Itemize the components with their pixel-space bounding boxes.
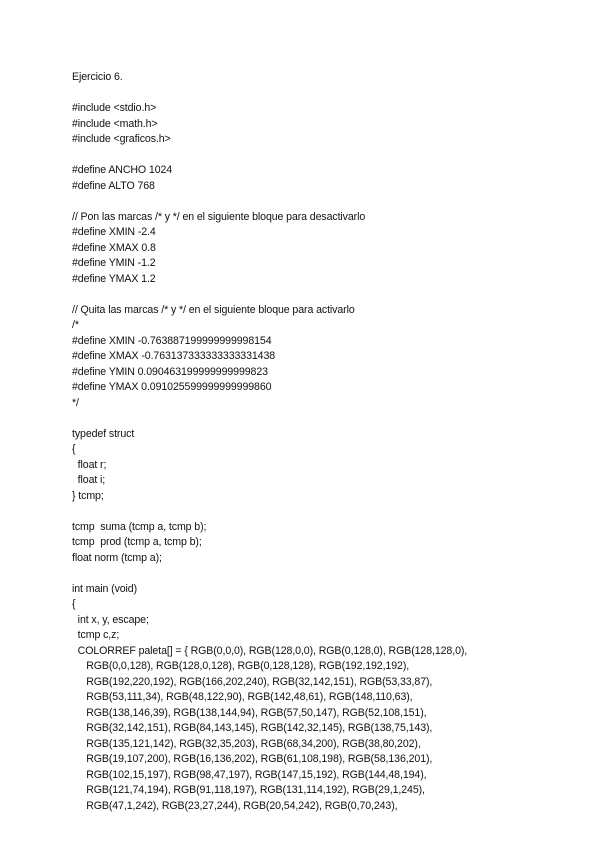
code-line: tcmp suma (tcmp a, tcmp b); — [72, 520, 207, 533]
code-line: RGB(138,146,39), RGB(138,144,94), RGB(57,50,147), RGB(52,108,151), — [72, 706, 427, 719]
code-line: */ — [72, 396, 79, 409]
code-line: float norm (tcmp a); — [72, 551, 162, 564]
code-line: RGB(0,0,128), RGB(128,0,128), RGB(0,128,128), RGB(192,192,192), — [72, 660, 410, 672]
code-line: RGB(47,1,242), RGB(23,27,244), RGB(20,54,242), RGB(0,70,243), — [72, 799, 398, 812]
code-line: RGB(192,220,192), RGB(166,202,240), RGB(32,142,151), RGB(53,33,87), — [72, 675, 433, 688]
blank-line — [72, 148, 592, 164]
code-line: #define XMIN -0.763887199999999998154 — [72, 334, 272, 347]
code-line: #define XMAX 0.8 — [72, 241, 156, 254]
code-line: RGB(135,121,142), RGB(32,35,203), RGB(68,34,200), RGB(38,80,202), — [72, 737, 421, 750]
code-line: #include <stdio.h> — [72, 102, 157, 114]
code-listing — [72, 70, 592, 814]
code-line: { — [72, 443, 76, 455]
code-line: float r; — [72, 458, 107, 471]
code-line: #define XMAX -0.763137333333333331438 — [72, 350, 276, 362]
code-line: } tcmp; — [72, 489, 104, 502]
code-line: Ejercicio 6. — [72, 71, 123, 83]
code-line: typedef struct — [72, 427, 135, 440]
code-line: /* — [72, 319, 79, 331]
code-line: // Quita las marcas /* y */ en el siguiente bloque para activarlo — [72, 303, 355, 316]
code-line: #include <graficos.h> — [72, 133, 171, 145]
blank-line — [72, 566, 592, 582]
code-line: // Pon las marcas /* y */ en el siguiente bloque para desactivarlo — [72, 210, 366, 223]
blank-line — [72, 411, 592, 427]
code-line: RGB(121,74,194), RGB(91,118,197), RGB(131,114,192), RGB(29,1,245), — [72, 784, 425, 796]
code-line: #define ANCHO 1024 — [72, 164, 173, 176]
code-line: int x, y, escape; — [72, 613, 149, 626]
code-line: #define XMIN -2.4 — [72, 226, 156, 238]
code-line: int main (void) — [72, 582, 138, 595]
code-line: RGB(102,15,197), RGB(98,47,197), RGB(147,15,192), RGB(144,48,194), — [72, 768, 427, 781]
code-line: tcmp prod (tcmp a, tcmp b); — [72, 536, 202, 548]
code-line: RGB(53,111,34), RGB(48,122,90), RGB(142,48,61), RGB(148,110,63), — [72, 691, 413, 703]
code-line: #define YMAX 1.2 — [72, 272, 156, 285]
code-line: #define YMIN -1.2 — [72, 257, 156, 269]
blank-line — [72, 287, 592, 303]
code-line: #include <math.h> — [72, 117, 158, 130]
blank-line — [72, 194, 592, 210]
blank-line — [72, 504, 592, 520]
code-line: RGB(19,107,200), RGB(16,136,202), RGB(61,108,198), RGB(58,136,201), — [72, 753, 433, 765]
code-line: tcmp c,z; — [72, 629, 120, 641]
code-line: float i; — [72, 474, 106, 486]
code-line: #define YMIN 0.090463199999999999823 — [72, 365, 268, 378]
code-line: { — [72, 598, 76, 610]
code-line: COLORREF paleta[] = { RGB(0,0,0), RGB(128,0,0), RGB(0,128,0), RGB(128,128,0), — [72, 644, 468, 657]
code-line: #define ALTO 768 — [72, 179, 155, 192]
blank-line — [72, 86, 592, 102]
code-line: RGB(32,142,151), RGB(84,143,145), RGB(142,32,145), RGB(138,75,143), — [72, 722, 433, 734]
code-line: #define YMAX 0.091025599999999999860 — [72, 381, 272, 393]
